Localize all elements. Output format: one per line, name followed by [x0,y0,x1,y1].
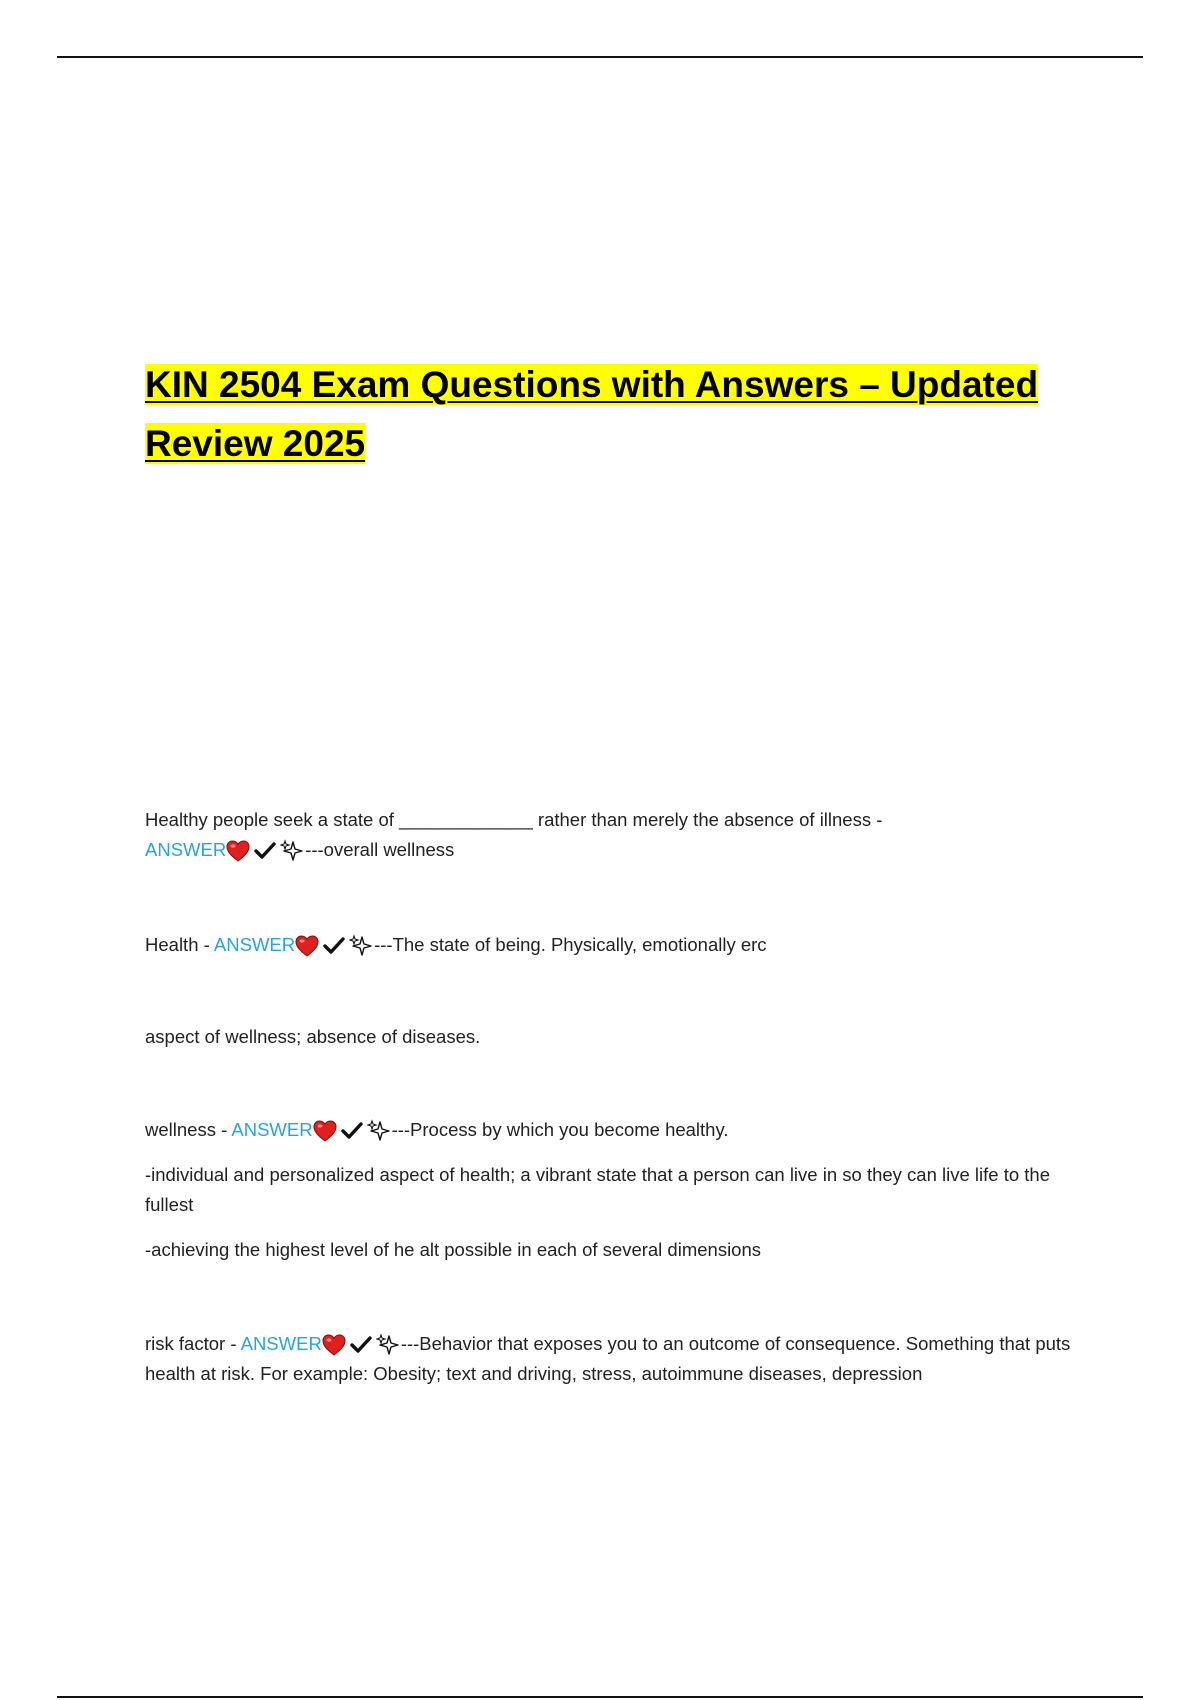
answer-label: ANSWER [240,1333,322,1354]
bottom-rule [57,1696,1143,1698]
sparkle-icon [367,1119,391,1143]
wellness-detail-1: -individual and personalized aspect of health; a vibrant state that a person can live in so they can live life to the fullest [145,1164,1050,1215]
qa-entry-overall-wellness [145,805,1095,865]
answer-label: ANSWER [145,839,227,860]
sparkle-icon [376,1333,400,1357]
top-rule [57,56,1143,58]
sparkle-icon [349,934,373,958]
question-text: Healthy people seek a state of _____________ rather than merely the absence of illness - [145,809,883,830]
answer-text: ---overall wellness [305,839,455,860]
heart-icon [322,1334,346,1356]
heart-icon [226,840,250,862]
question-text: risk factor - [145,1333,241,1354]
qa-entry-risk-factor [145,1329,1095,1389]
heart-icon [295,935,319,957]
answer-text: ---The state of being. Physically, emotionally erc [374,934,767,955]
document-title: KIN 2504 Exam Questions with Answers – Updated Review 2025 [145,364,1039,464]
answer-text: ---Process by which you become healthy. [391,1119,729,1140]
answer-label: ANSWER [231,1119,313,1140]
answer-label: ANSWER [213,934,296,955]
question-text: Health - [145,934,214,955]
qa-entry-wellness [145,1115,1095,1145]
check-icon [254,841,276,861]
question-text: wellness - [145,1119,232,1140]
answer-marks [313,1119,391,1143]
check-icon [350,1335,372,1355]
continuation-text: aspect of wellness; absence of diseases. [145,1026,481,1047]
sparkle-icon [280,839,304,863]
check-icon [341,1121,363,1141]
qa-entry-health [145,930,1095,960]
answer-marks [295,934,373,958]
wellness-detail-2: -achieving the highest level of he alt possible in each of several dimensions [145,1239,762,1260]
heart-icon [313,1120,337,1142]
answer-marks [226,839,304,863]
answer-text: ---Behavior that exposes you to an outcome of consequence. Something that puts health at risk. For example: Obesity; text and driving, stress, autoimmune diseases, depression [145,1333,1071,1384]
check-icon [323,936,345,956]
answer-marks [322,1333,400,1357]
